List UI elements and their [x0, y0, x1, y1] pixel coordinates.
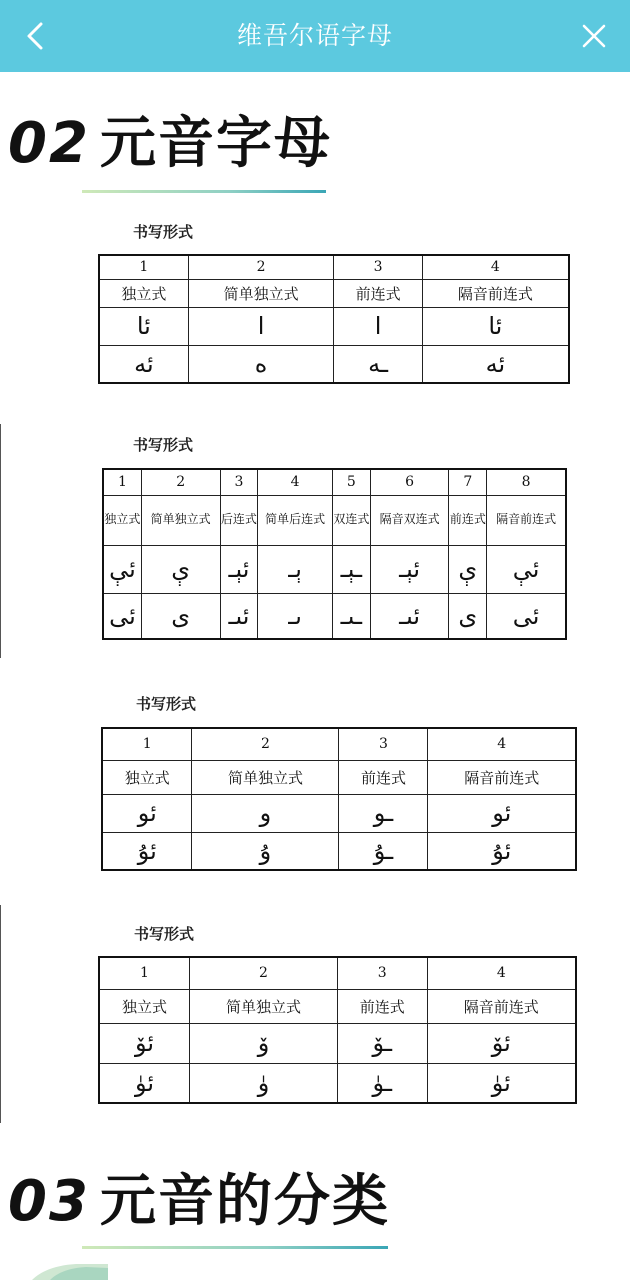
column-number: 5	[332, 469, 370, 495]
decorative-image-edge	[28, 1262, 108, 1280]
form-label: 隔音前连式	[428, 760, 576, 794]
letter-glyph: ۇ	[192, 832, 339, 870]
section-number: 02	[8, 111, 90, 176]
writing-forms-table-1	[98, 254, 570, 384]
section-heading-02	[8, 111, 332, 176]
letter-glyph: ئۈ	[427, 1063, 576, 1103]
writing-forms-table-3	[101, 727, 577, 871]
letter-glyph: ـۆ	[337, 1023, 427, 1063]
letter-glyph: ئىـ	[370, 593, 449, 639]
letter-glyph: ئېـ	[370, 545, 449, 593]
letter-glyph: ى	[449, 593, 487, 639]
table-caption: 书写形式	[136, 695, 197, 713]
letter-glyph: ە	[188, 345, 334, 383]
form-label: 前连式	[334, 279, 422, 307]
form-label: 后连式	[220, 495, 258, 545]
letter-glyph: ا	[334, 307, 422, 345]
letter-glyph: ئى	[103, 593, 141, 639]
letter-glyph: ۆ	[190, 1023, 338, 1063]
letter-glyph: ئا	[422, 307, 569, 345]
letter-glyph: ـۇ	[339, 832, 428, 870]
writing-forms-table-2	[102, 468, 567, 640]
form-label: 前连式	[339, 760, 428, 794]
column-number: 3	[334, 255, 422, 279]
letter-glyph: ئۇ	[102, 832, 192, 870]
form-label: 简单独立式	[188, 279, 334, 307]
form-label: 前连式	[449, 495, 487, 545]
letter-glyph: ـېـ	[332, 545, 370, 593]
letter-glyph: ئو	[428, 794, 576, 832]
column-number: 2	[190, 957, 338, 989]
column-number: 2	[192, 728, 339, 760]
column-number: 4	[428, 728, 576, 760]
form-label: 前连式	[337, 989, 427, 1023]
form-label: 独立式	[99, 989, 190, 1023]
form-label: 简单独立式	[141, 495, 220, 545]
letter-glyph: ـو	[339, 794, 428, 832]
column-number: 6	[370, 469, 449, 495]
column-number: 1	[99, 957, 190, 989]
column-number: 4	[422, 255, 569, 279]
letter-glyph: ئۆ	[427, 1023, 576, 1063]
column-number: 3	[220, 469, 258, 495]
page-title: 维吾尔语字母	[236, 21, 393, 50]
column-number: 4	[258, 469, 333, 495]
column-number: 3	[339, 728, 428, 760]
column-number: 3	[337, 957, 427, 989]
letter-glyph: ئې	[487, 545, 566, 593]
section-title-text: 元音的分类	[99, 1169, 390, 1234]
form-label: 隔音前连式	[487, 495, 566, 545]
section-title-text: 元音字母	[99, 111, 332, 176]
form-label: 隔音双连式	[370, 495, 449, 545]
letter-glyph: ئىـ	[220, 593, 258, 639]
letter-glyph: ئە	[99, 345, 188, 383]
column-number: 1	[102, 728, 192, 760]
form-label: 双连式	[332, 495, 370, 545]
letter-glyph: ئې	[103, 545, 141, 593]
form-label: 独立式	[99, 279, 188, 307]
form-label: 简单独立式	[190, 989, 338, 1023]
column-number: 2	[141, 469, 220, 495]
column-number: 4	[427, 957, 576, 989]
letter-glyph: ې	[449, 545, 487, 593]
letter-glyph: ـىـ	[332, 593, 370, 639]
heading-underline	[82, 1246, 388, 1249]
table-caption: 书写形式	[133, 223, 194, 241]
form-label: 独立式	[103, 495, 141, 545]
column-number: 8	[487, 469, 566, 495]
column-number: 2	[188, 255, 334, 279]
letter-glyph: ى	[141, 593, 220, 639]
form-label: 简单独立式	[192, 760, 339, 794]
writing-forms-table-4	[98, 956, 577, 1104]
letter-glyph: ئو	[102, 794, 192, 832]
column-number: 1	[103, 469, 141, 495]
form-label: 独立式	[102, 760, 192, 794]
left-margin-line	[0, 424, 1, 658]
letter-glyph: ېـ	[258, 545, 333, 593]
letter-glyph: ئۇ	[428, 832, 576, 870]
section-number: 03	[8, 1169, 90, 1234]
table-caption: 书写形式	[133, 436, 194, 454]
letter-glyph: ئى	[487, 593, 566, 639]
letter-glyph: ىـ	[258, 593, 333, 639]
close-button[interactable]	[576, 18, 612, 54]
left-margin-line	[0, 905, 1, 1123]
letter-glyph: ا	[188, 307, 334, 345]
title-bar	[0, 0, 630, 72]
form-label: 隔音前连式	[427, 989, 576, 1023]
section-heading-03	[8, 1169, 390, 1234]
letter-glyph: ئۆ	[99, 1023, 190, 1063]
close-icon	[581, 23, 607, 49]
letter-glyph: و	[192, 794, 339, 832]
letter-glyph: ئا	[99, 307, 188, 345]
letter-glyph: ـە	[334, 345, 422, 383]
column-number: 1	[99, 255, 188, 279]
heading-underline	[82, 190, 326, 193]
form-label: 简单后连式	[258, 495, 333, 545]
letter-glyph: ۈ	[190, 1063, 338, 1103]
letter-glyph: ئۈ	[99, 1063, 190, 1103]
letter-glyph: ئە	[422, 345, 569, 383]
letter-glyph: ې	[141, 545, 220, 593]
table-caption: 书写形式	[134, 925, 195, 943]
form-label: 隔音前连式	[422, 279, 569, 307]
column-number: 7	[449, 469, 487, 495]
letter-glyph: ئېـ	[220, 545, 258, 593]
letter-glyph: ـۈ	[337, 1063, 427, 1103]
